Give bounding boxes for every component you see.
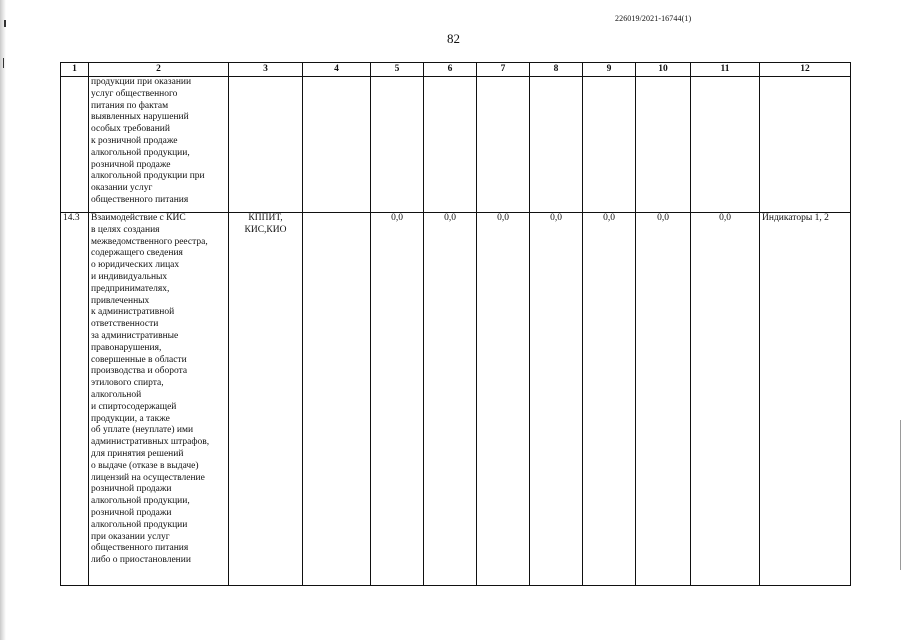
row-col4	[303, 77, 371, 213]
scan-edge	[0, 0, 6, 640]
table-row	[61, 213, 851, 586]
value-cell	[636, 77, 691, 213]
description-line: оказании услуг	[91, 183, 153, 194]
description-line: к административной	[91, 307, 175, 318]
description-line: и спиртосодержащей	[91, 401, 177, 412]
column-header: 3	[229, 63, 303, 77]
column-header: 4	[303, 63, 371, 77]
value-cell	[691, 77, 760, 213]
value-cell	[477, 77, 530, 213]
column-header: 9	[583, 63, 636, 77]
row-description	[89, 213, 229, 586]
data-table	[60, 62, 851, 586]
description-line: общественного питания	[91, 194, 189, 205]
description-line: содержащего сведения	[91, 248, 183, 259]
scan-speck	[4, 20, 6, 27]
description-line: об уплате (неуплате) ими	[91, 425, 194, 436]
description-line: продукции, а также	[91, 413, 170, 424]
value-cell: 0,0	[477, 213, 530, 586]
description-line: о юридических лицах	[91, 260, 180, 271]
description-line: выявленных нарушений	[91, 112, 189, 123]
description-line: алкогольной продукции,	[91, 496, 190, 507]
description-line: к розничной продаже	[91, 135, 178, 146]
description-line: за административные	[91, 330, 179, 341]
description-line: алкогольной	[91, 389, 142, 400]
description-line: продукции при оказании	[91, 77, 192, 87]
row-number	[61, 77, 89, 213]
value-cell	[371, 77, 424, 213]
column-header: 5	[371, 63, 424, 77]
description-line: ответственности	[91, 319, 159, 330]
description-line: либо о приостановлении	[91, 555, 191, 566]
row-source	[229, 77, 303, 213]
description-line: при оказании услуг	[91, 531, 170, 542]
row-description	[89, 77, 229, 213]
column-header: 7	[477, 63, 530, 77]
column-header: 10	[636, 63, 691, 77]
value-cell	[530, 77, 583, 213]
column-header: 2	[89, 63, 229, 77]
description-line: привлеченных	[91, 295, 150, 306]
description-line: алкогольной продукции,	[91, 147, 190, 158]
row-number: 14.3	[61, 213, 89, 586]
row-indicators: Индикаторы 1, 2	[760, 213, 851, 586]
description-line: услуг общественного	[91, 88, 178, 99]
header-row	[61, 63, 851, 77]
description-line: особых требований	[91, 124, 170, 135]
description-line: предпринимателях,	[91, 283, 170, 294]
description-line: межведомственного реестра,	[91, 236, 208, 247]
column-header: 6	[424, 63, 477, 77]
value-cell: 0,0	[691, 213, 760, 586]
description-line: в целях создания	[91, 224, 160, 235]
description-line: розничной продажи	[91, 484, 172, 495]
scan-edge-right	[900, 420, 901, 570]
description-line: лицензий на осуществление	[91, 472, 205, 483]
value-cell	[583, 77, 636, 213]
description-line: этилового спирта,	[91, 378, 164, 389]
value-cell: 0,0	[371, 213, 424, 586]
description-line: административных штрафов,	[91, 437, 210, 448]
value-cell	[424, 77, 477, 213]
row-indicators	[760, 77, 851, 213]
table-row	[61, 77, 851, 213]
value-cell: 0,0	[636, 213, 691, 586]
column-header: 11	[691, 63, 760, 77]
value-cell: 0,0	[424, 213, 477, 586]
description-line: правонарушения,	[91, 342, 162, 353]
description-line: питания по фактам	[91, 100, 169, 111]
description-line: совершенные в области	[91, 354, 187, 365]
description-line: розничной продаже	[91, 159, 171, 170]
description-line: Взаимодействие с КИС	[91, 213, 186, 223]
description-line: розничной продажи	[91, 507, 172, 518]
row-source	[229, 213, 303, 586]
column-header: 12	[760, 63, 851, 77]
page-number: 82	[447, 31, 460, 46]
value-cell: 0,0	[583, 213, 636, 586]
column-header: 8	[530, 63, 583, 77]
description-line: алкогольной продукции	[91, 519, 188, 530]
description-line: для принятия решений	[91, 448, 184, 459]
row-col4	[303, 213, 371, 586]
column-header: 1	[61, 63, 89, 77]
value-cell: 0,0	[530, 213, 583, 586]
source-line: КИС,КИО	[244, 224, 287, 235]
document-id: 226019/2021-16744(1)	[615, 14, 692, 23]
description-line: общественного питания	[91, 543, 189, 554]
scan-speck	[3, 58, 4, 68]
description-line: и индивидуальных	[91, 271, 168, 282]
description-line: о выдаче (отказе в выдаче)	[91, 460, 199, 471]
description-line: алкогольной продукции при	[91, 171, 205, 182]
source-line: КППИТ,	[248, 213, 283, 223]
description-line: производства и оборота	[91, 366, 188, 377]
